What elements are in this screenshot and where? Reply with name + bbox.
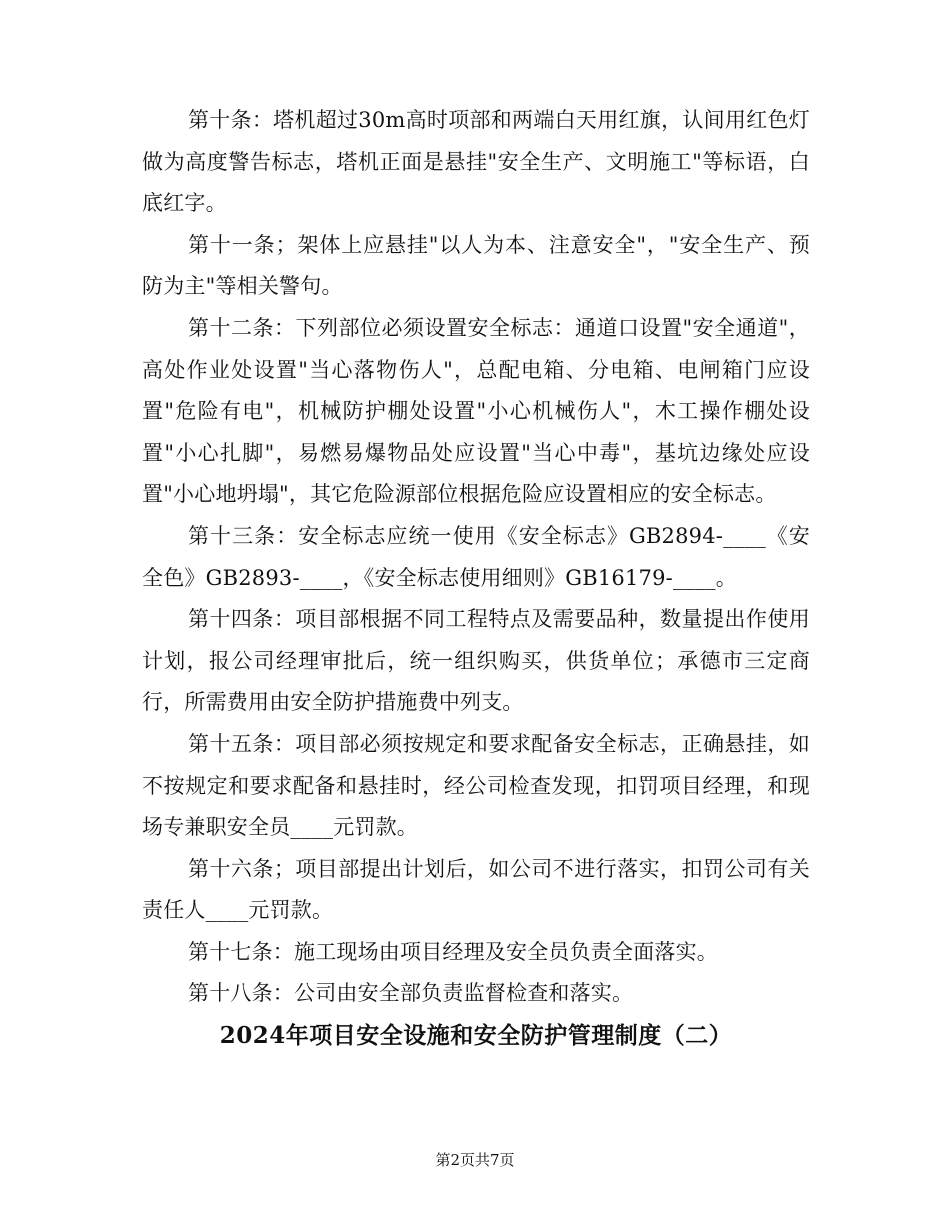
article-14: 第十四条：项目部根据不同工程特点及需要品种，数量提出作使用计划，报公司经理审批后，统一组织购买，供货单位；承德市三定商行，所需费用由安全防护措施费中列支。 — [142, 607, 810, 715]
document-body — [142, 100, 810, 1057]
article-13: 第十三条：安全标志应统一使用《安全标志》GB2894-____《安全色》GB2893-____，《安全标志使用细则》GB16179-____。 — [142, 523, 810, 590]
article-10: 第十条：塔机超过30m高时项部和两端白天用红旗，认间用红色灯做为高度警告标志，塔机正面是悬挂"安全生产、文明施工"等标语，白底红字。 — [142, 108, 810, 216]
section-title: 2024年项目安全设施和安全防护管理制度（二） — [219, 1022, 733, 1050]
article-18: 第十八条：公司由安全部负责监督检查和落实。 — [188, 981, 634, 1006]
article-17: 第十七条：施工现场由项目经理及安全员负责全面落实。 — [188, 939, 718, 964]
article-11: 第十一条；架体上应悬挂"以人为本、注意安全"，"安全生产、预防为主"等相关警句。 — [142, 232, 810, 299]
page-number: 第2页共7页 — [435, 1151, 515, 1169]
article-15: 第十五条：项目部必须按规定和要求配备安全标志，正确悬挂，如不按规定和要求配备和悬挂时，经公司检查发现，扣罚项目经理，和现场专兼职安全员____元罚款。 — [142, 731, 810, 840]
article-12: 第十二条：下列部位必须设置安全标志：通道口设置"安全通道"，高处作业处设置"当心落物伤人"，总配电箱、分电箱、电闸箱门应设置"危险有电"，机械防护棚处设置"小心机械伤人"，木工操作棚处设置"小心扎脚"，易燃易爆物品处应设置"当心中毒"，基坑边缘处应设置"小心地坍塌"，其它危险源部位根据危险应设置相应的安全标志。 — [142, 315, 810, 507]
article-16: 第十六条；项目部提出计划后，如公司不进行落实，扣罚公司有关责任人____元罚款。 — [142, 856, 810, 923]
